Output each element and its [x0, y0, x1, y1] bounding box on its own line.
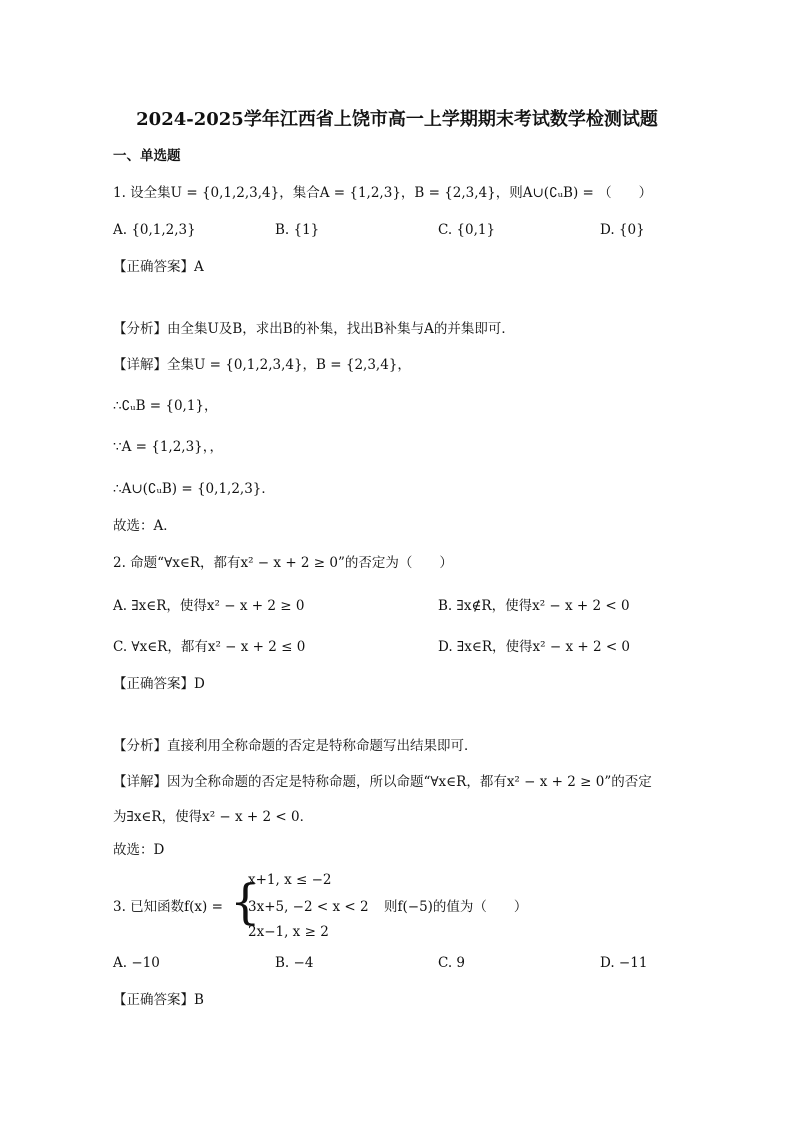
q2-answer: 【正确答案】D — [113, 676, 205, 692]
q1-option-c: C. {0,1} — [438, 222, 496, 238]
q3-option-b: B. −4 — [275, 955, 314, 971]
q2-option-d: D. ∃x∈R，使得x² − x + 2 < 0 — [438, 639, 631, 655]
q3-option-c: C. 9 — [438, 955, 466, 971]
q3-suffix: 则f(−5)的值为（ ） — [384, 899, 528, 915]
q3-option-a: A. −10 — [113, 955, 160, 971]
q2-detail-line-2: 为∃x∈R，使得x² − x + 2 < 0． — [113, 809, 314, 825]
q1-option-b: B. {1} — [275, 222, 320, 238]
q1-detail: 【详解】全集U = {0,1,2,3,4}，B = {2,3,4}， — [113, 357, 411, 373]
q2-choose: 故选：D — [113, 842, 165, 858]
q1-option-d: D. {0} — [600, 222, 645, 238]
q3-option-d: D. −11 — [600, 955, 648, 971]
q1-stem: 1. 设全集U = {0,1,2,3,4}，集合A = {1,2,3}，B = {2,3,4}，则A∪(∁ᵤB) = （ ） — [113, 185, 653, 201]
q3-answer: 【正确答案】B — [113, 992, 204, 1008]
document-title: 2024-2025学年江西省上饶市高一上学期期末考试数学检测试题 — [136, 109, 658, 130]
q2-stem: 2. 命题“∀x∈R，都有x² − x + 2 ≥ 0”的否定为（ ） — [113, 555, 453, 571]
q1-answer: 【正确答案】A — [113, 259, 204, 275]
q3-case-1: x+1, x ≤ −2 — [248, 872, 332, 888]
section-heading: 一、单选题 — [113, 148, 181, 164]
q2-detail-line-1: 【详解】因为全称命题的否定是特称命题，所以命题“∀x∈R，都有x² − x + 2 ≥ 0”的否定 — [113, 774, 652, 790]
q2-option-c: C. ∀x∈R，都有x² − x + 2 ≤ 0 — [113, 639, 306, 655]
q3-case-2: 3x+5, −2 < x < 2 — [248, 899, 369, 915]
q3-case-3: 2x−1, x ≥ 2 — [248, 924, 329, 940]
q1-choose: 故选：A． — [113, 518, 177, 534]
q1-step-2: ∵A = {1,2,3}，， — [113, 439, 224, 455]
q1-step-3: ∴A∪(∁ᵤB) = {0,1,2,3}． — [113, 481, 275, 497]
q3-prefix: 3. 已知函数f(x) = — [113, 899, 223, 915]
piecewise-brace: { — [230, 874, 261, 930]
q2-option-a: A. ∃x∈R，使得x² − x + 2 ≥ 0 — [113, 598, 305, 614]
q1-option-a: A. {0,1,2,3} — [113, 222, 196, 238]
q1-step-1: ∴∁ᵤB = {0,1}， — [113, 398, 218, 414]
q2-analysis: 【分析】直接利用全称命题的否定是特称命题写出结果即可． — [113, 738, 478, 754]
q2-option-b: B. ∃x∉R，使得x² − x + 2 < 0 — [438, 598, 630, 614]
q1-analysis: 【分析】由全集U及B，求出B的补集，找出B补集与A的并集即可． — [113, 321, 515, 337]
